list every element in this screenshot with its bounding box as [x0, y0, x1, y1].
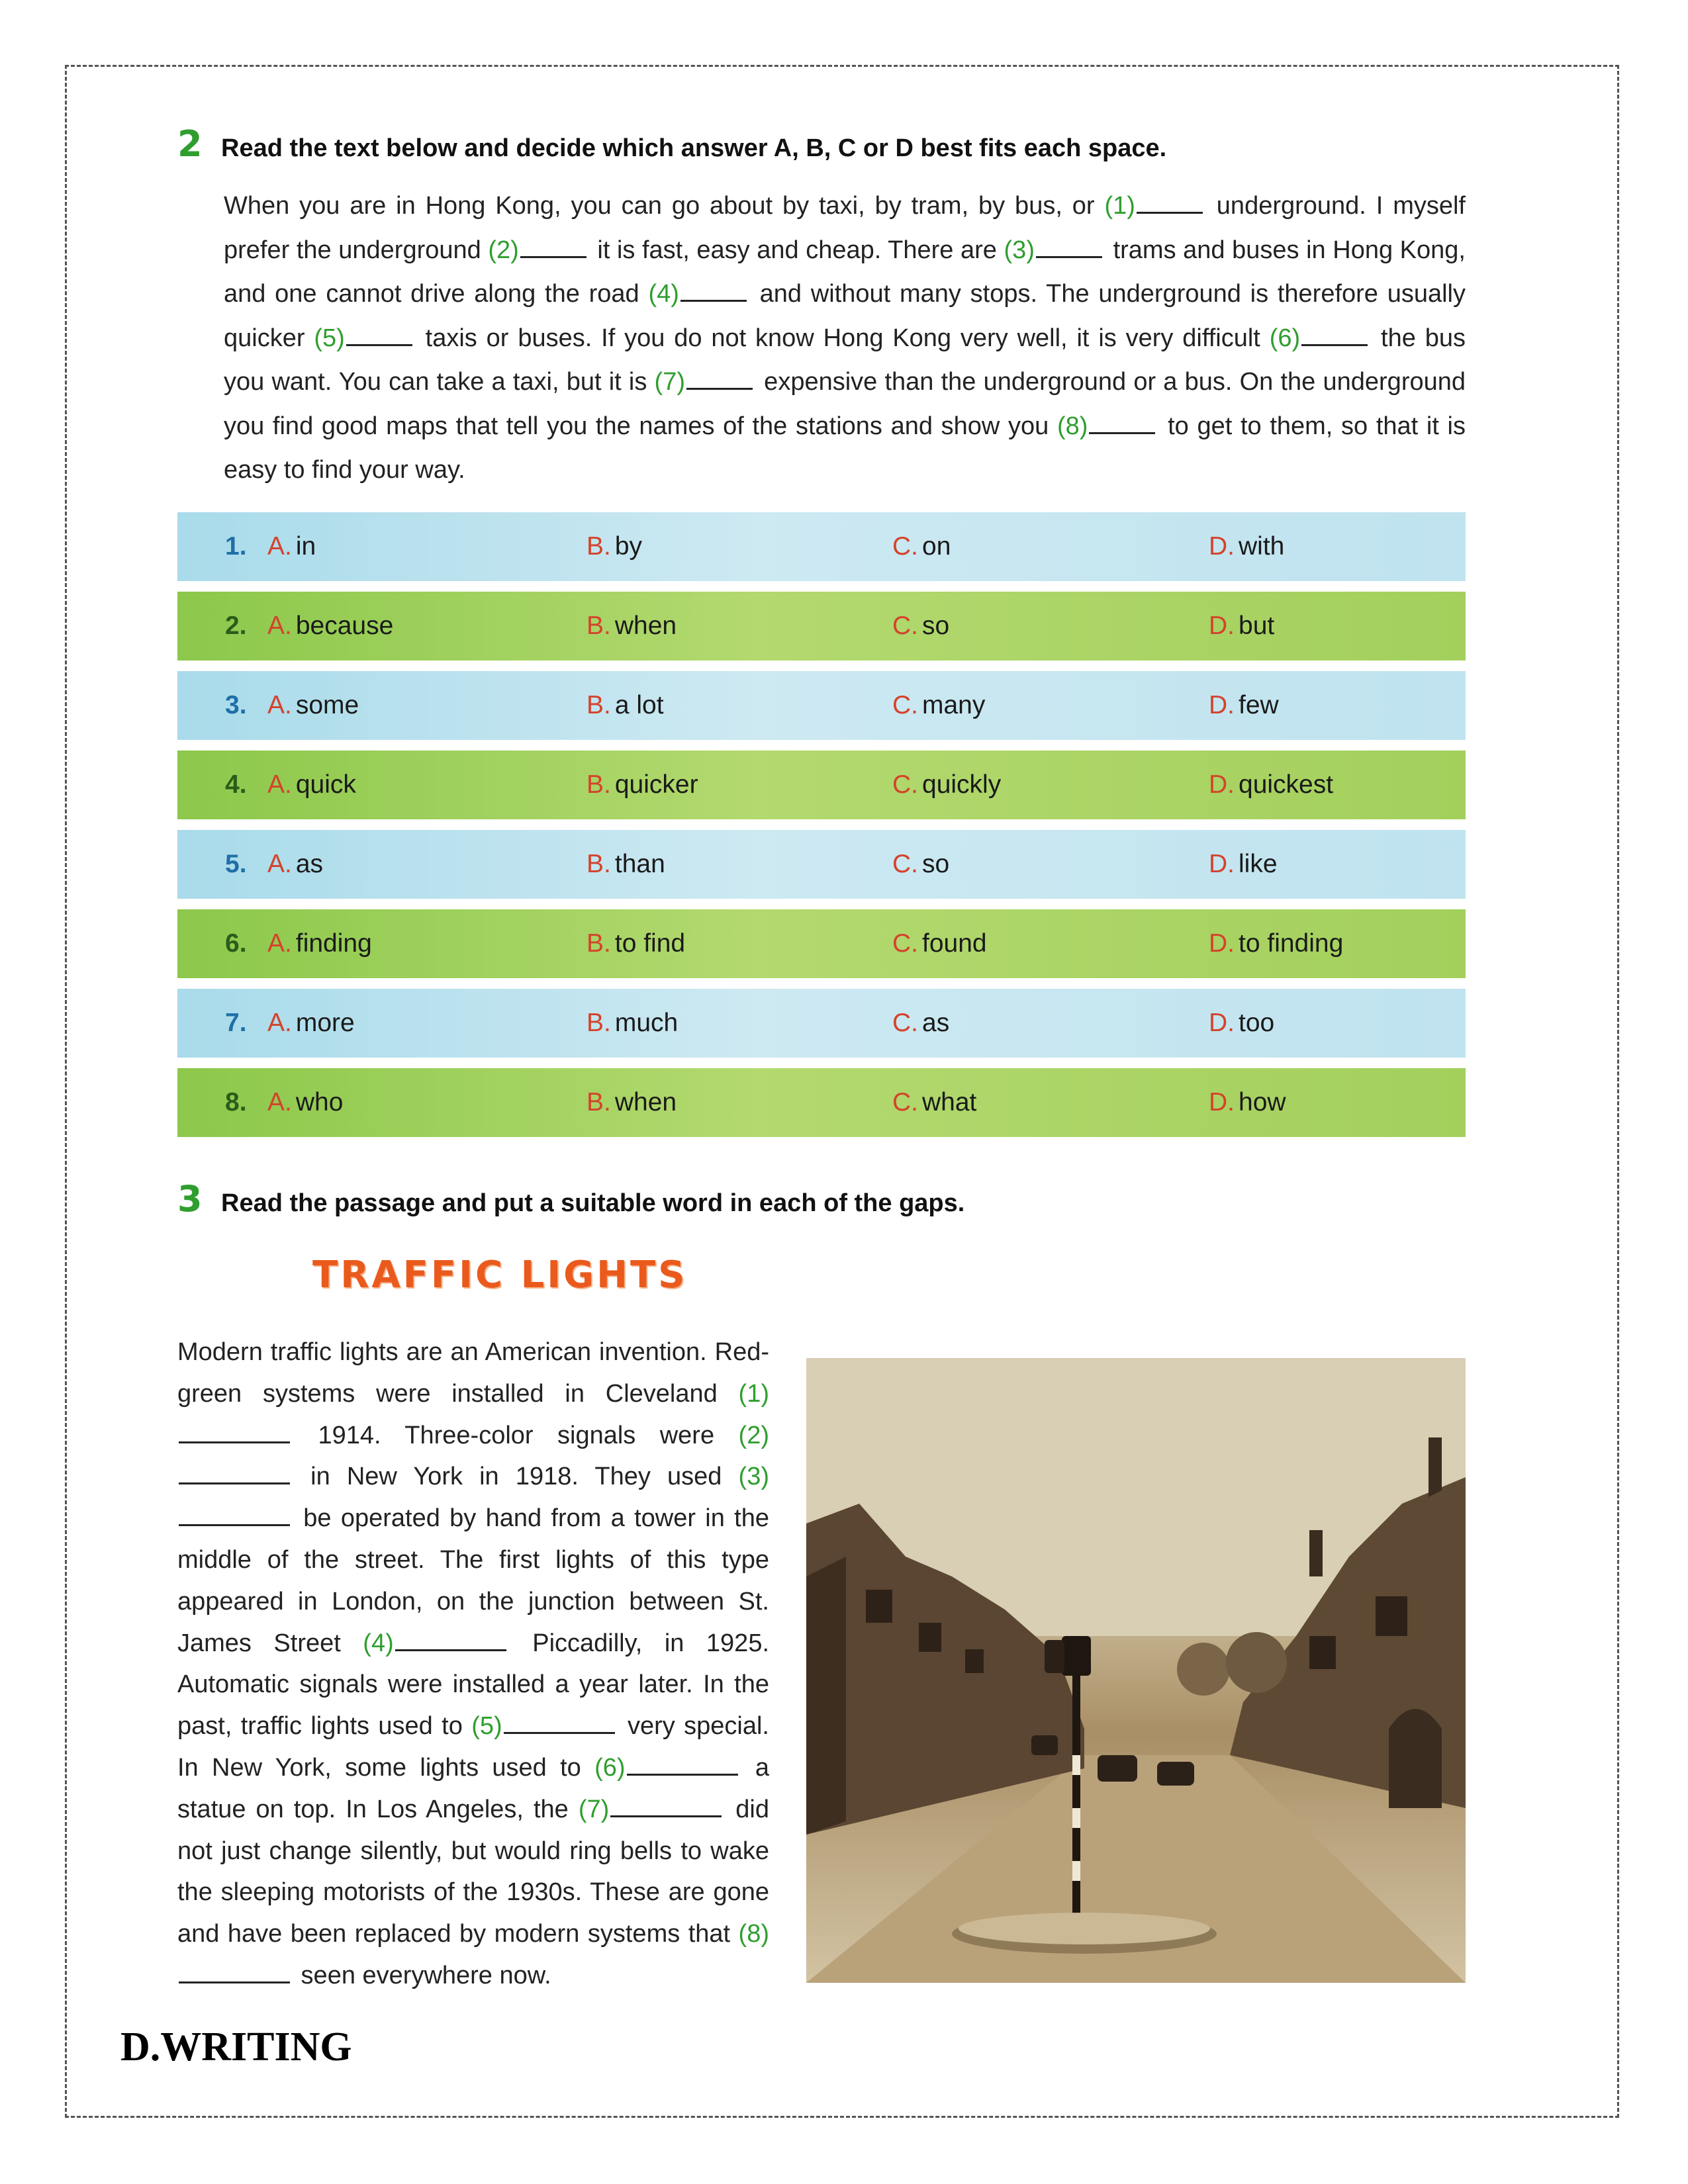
option-a[interactable]: [267, 691, 359, 720]
passage-text: trams and buses in Hong Kong, and one cannot drive along the road: [224, 236, 1466, 308]
option-text: quicker: [614, 770, 698, 799]
passage-text: underground. I myself prefer the underground: [224, 192, 1466, 264]
option-text: too: [1239, 1009, 1275, 1037]
section-2-passage: [224, 184, 1466, 492]
option-letter: C.: [892, 612, 918, 640]
option-text: with: [1239, 532, 1285, 561]
option-text: quickly: [922, 770, 1002, 799]
gap-number: (3): [738, 1463, 769, 1491]
option-c[interactable]: [892, 532, 951, 561]
gap-number: (8): [738, 1920, 769, 1948]
section-3-heading: [177, 1178, 964, 1220]
option-b[interactable]: [586, 1088, 677, 1117]
option-letter: C.: [892, 770, 918, 799]
option-letter: B.: [586, 850, 611, 878]
option-letter: A.: [267, 691, 292, 719]
option-text: when: [614, 1088, 677, 1116]
option-letter: D.: [1209, 1009, 1235, 1037]
options-row-6: [177, 909, 1466, 978]
passage-text: to get to them, so that it is easy to find your way.: [224, 412, 1466, 484]
traffic-lights-photo: [806, 1358, 1466, 1983]
option-text: much: [614, 1009, 679, 1037]
option-c[interactable]: [892, 770, 1001, 799]
gap-number: (4): [648, 280, 679, 308]
option-text: so: [922, 612, 950, 640]
option-d[interactable]: [1209, 612, 1274, 641]
passage-text: 1914. Three-color signals were: [294, 1421, 739, 1449]
gap-number: (8): [1056, 412, 1088, 440]
option-letter: C.: [892, 1009, 918, 1037]
option-a[interactable]: [267, 929, 372, 958]
gap-number: (1): [1104, 192, 1135, 220]
option-text: than: [614, 850, 665, 878]
option-letter: A.: [267, 1009, 292, 1037]
option-letter: D.: [1209, 850, 1235, 878]
option-a[interactable]: [267, 770, 356, 799]
option-text: to finding: [1239, 929, 1344, 958]
option-letter: C.: [892, 532, 918, 561]
gap-blank[interactable]: [680, 283, 747, 302]
option-c[interactable]: [892, 1088, 976, 1117]
option-text: as: [295, 850, 324, 878]
passage-text: seen everywhere now.: [294, 1961, 551, 1989]
option-letter: C.: [892, 850, 918, 878]
option-letter: D.: [1209, 770, 1235, 799]
option-letter: A.: [267, 770, 292, 799]
question-number: 3.: [225, 691, 247, 719]
options-row-3: [177, 671, 1466, 740]
options-row-7: [177, 989, 1466, 1058]
passage-text: When you are in Hong Kong, you can go about by taxi, by tram, by bus, or: [224, 192, 1105, 220]
passage-text: a statue on top. In Los Angeles, the: [177, 1753, 769, 1823]
options-row-4: [177, 751, 1466, 819]
option-letter: B.: [586, 929, 611, 958]
section-3-instruction: Read the passage and put a suitable word in each of the gaps.: [221, 1189, 965, 1217]
option-a[interactable]: [267, 532, 316, 561]
option-c[interactable]: [892, 1009, 949, 1038]
question-number: 6.: [225, 929, 247, 958]
option-letter: A.: [267, 1088, 292, 1116]
gap-blank[interactable]: [395, 1632, 506, 1651]
question-number: 1.: [225, 532, 247, 561]
option-text: as: [922, 1009, 950, 1037]
option-text: some: [295, 691, 359, 719]
gap-number: (7): [578, 1795, 610, 1823]
option-c[interactable]: [892, 850, 949, 879]
passage-text: Modern traffic lights are an American invention. Red-green systems were installed in Cleveland: [177, 1338, 769, 1408]
option-text: what: [922, 1088, 977, 1116]
option-letter: A.: [267, 532, 292, 561]
option-text: by: [614, 532, 643, 561]
options-row-1: [177, 512, 1466, 581]
option-b[interactable]: [586, 929, 685, 958]
passage-title: TRAFFIC LIGHTS: [312, 1253, 688, 1297]
gap-number: (6): [594, 1753, 626, 1782]
option-text: how: [1239, 1088, 1286, 1116]
option-text: few: [1239, 691, 1279, 719]
options-row-2: [177, 592, 1466, 660]
option-b[interactable]: [586, 1009, 678, 1038]
option-b[interactable]: [586, 532, 642, 561]
gap-number: (2): [738, 1421, 769, 1449]
gap-blank[interactable]: [179, 1424, 290, 1443]
option-letter: D.: [1209, 532, 1235, 561]
option-text: many: [922, 691, 986, 719]
option-text: but: [1239, 612, 1275, 640]
option-text: on: [922, 532, 951, 561]
option-d[interactable]: [1209, 1088, 1286, 1117]
option-text: found: [922, 929, 987, 958]
option-letter: C.: [892, 691, 918, 719]
gap-blank[interactable]: [610, 1798, 722, 1817]
option-d[interactable]: [1209, 770, 1333, 799]
passage-text: it is fast, easy and cheap. There are: [590, 236, 1004, 264]
gap-blank[interactable]: [179, 1964, 290, 1983]
option-letter: B.: [586, 1009, 611, 1037]
option-text: finding: [295, 929, 372, 958]
gap-number: (5): [471, 1712, 502, 1741]
section-2-instruction: Read the text below and decide which answer A, B, C or D best fits each space.: [221, 134, 1167, 162]
question-number: 8.: [225, 1088, 247, 1116]
option-c[interactable]: [892, 691, 985, 720]
options-row-5: [177, 830, 1466, 899]
option-d[interactable]: [1209, 691, 1279, 720]
option-text: quick: [295, 770, 356, 799]
gap-number: (7): [654, 368, 685, 396]
option-b[interactable]: [586, 850, 665, 879]
option-b[interactable]: [586, 612, 677, 641]
option-letter: B.: [586, 612, 611, 640]
gap-number: (5): [314, 324, 345, 352]
option-text: like: [1239, 850, 1278, 878]
passage-text: and without many stops. The underground is therefore usually quicker: [224, 280, 1466, 352]
option-letter: D.: [1209, 1088, 1235, 1116]
question-number: 7.: [225, 1009, 247, 1037]
passage-text: in New York in 1918. They used: [294, 1463, 739, 1491]
street-scene-illustration: [806, 1358, 1466, 1983]
option-d[interactable]: [1209, 929, 1343, 958]
option-text: because: [295, 612, 394, 640]
option-letter: D.: [1209, 691, 1235, 719]
option-text: a lot: [614, 691, 664, 719]
option-letter: D.: [1209, 929, 1235, 958]
option-text: in: [295, 532, 316, 561]
option-text: when: [614, 612, 677, 640]
question-number: 5.: [225, 850, 247, 878]
option-letter: D.: [1209, 612, 1235, 640]
section-3-passage: [177, 1332, 769, 1997]
gap-blank[interactable]: [1036, 239, 1102, 258]
gap-blank[interactable]: [179, 1465, 290, 1484]
option-letter: B.: [586, 532, 611, 561]
gap-blank[interactable]: [1137, 195, 1203, 214]
option-d[interactable]: [1209, 1009, 1274, 1038]
passage-text: very special. In New York, some lights used to: [177, 1712, 769, 1782]
passage-text: the bus you want. You can take a taxi, but it is: [224, 324, 1466, 396]
option-letter: A.: [267, 612, 292, 640]
option-text: so: [922, 850, 950, 878]
section-2-number: 2: [177, 123, 203, 165]
gap-number: (6): [1269, 324, 1301, 352]
gap-number: (1): [738, 1379, 769, 1408]
option-text: more: [295, 1009, 355, 1037]
options-row-8: [177, 1068, 1466, 1137]
question-number: 2.: [225, 612, 247, 640]
section-2-heading: [177, 123, 1166, 165]
option-text: quickest: [1239, 770, 1334, 799]
section-d-heading: D.WRITING: [120, 2025, 352, 2070]
gap-blank[interactable]: [1301, 327, 1368, 346]
option-letter: C.: [892, 1088, 918, 1116]
option-b[interactable]: [586, 770, 698, 799]
question-number: 4.: [225, 770, 247, 799]
option-a[interactable]: [267, 612, 393, 641]
option-c[interactable]: [892, 612, 949, 641]
gap-number: (4): [363, 1629, 394, 1657]
option-b[interactable]: [586, 691, 664, 720]
option-text: to find: [614, 929, 686, 958]
gap-number: (2): [488, 236, 519, 264]
passage-text: expensive than the underground or a bus. On the underground you find good maps that tell you the names of the stations and show you: [224, 368, 1466, 440]
section-3-number: 3: [177, 1178, 203, 1220]
gap-blank[interactable]: [686, 371, 753, 390]
option-letter: B.: [586, 1088, 611, 1116]
option-letter: B.: [586, 691, 611, 719]
option-letter: C.: [892, 929, 918, 958]
gap-number: (3): [1004, 236, 1035, 264]
option-a[interactable]: [267, 1009, 355, 1038]
option-d[interactable]: [1209, 850, 1278, 879]
gap-blank[interactable]: [504, 1715, 615, 1734]
option-letter: A.: [267, 929, 292, 958]
option-c[interactable]: [892, 929, 987, 958]
option-letter: B.: [586, 770, 611, 799]
option-letter: A.: [267, 850, 292, 878]
option-a[interactable]: [267, 850, 323, 879]
gap-blank[interactable]: [179, 1507, 290, 1526]
passage-text: Piccadilly, in 1925. Automatic signals were installed a year later. In the past, traffic lights used to: [177, 1629, 770, 1741]
option-d[interactable]: [1209, 532, 1284, 561]
passage-text: taxis or buses. If you do not know Hong Kong very well, it is very difficult: [416, 324, 1270, 352]
gap-blank[interactable]: [1089, 415, 1155, 434]
passage-text: did not just change silently, but would ring bells to wake the sleeping motorists of the 1930s. These are gone and have been replaced by modern systems that: [177, 1795, 769, 1948]
gap-blank[interactable]: [346, 327, 412, 346]
gap-blank[interactable]: [520, 239, 586, 258]
option-a[interactable]: [267, 1088, 343, 1117]
option-text: who: [295, 1088, 344, 1116]
options-table: [177, 512, 1466, 1148]
gap-blank[interactable]: [627, 1756, 738, 1776]
passage-text: be operated by hand from a tower in the middle of the street. The first lights of this type appeared in London, on the junction between St. James Street: [177, 1504, 769, 1657]
